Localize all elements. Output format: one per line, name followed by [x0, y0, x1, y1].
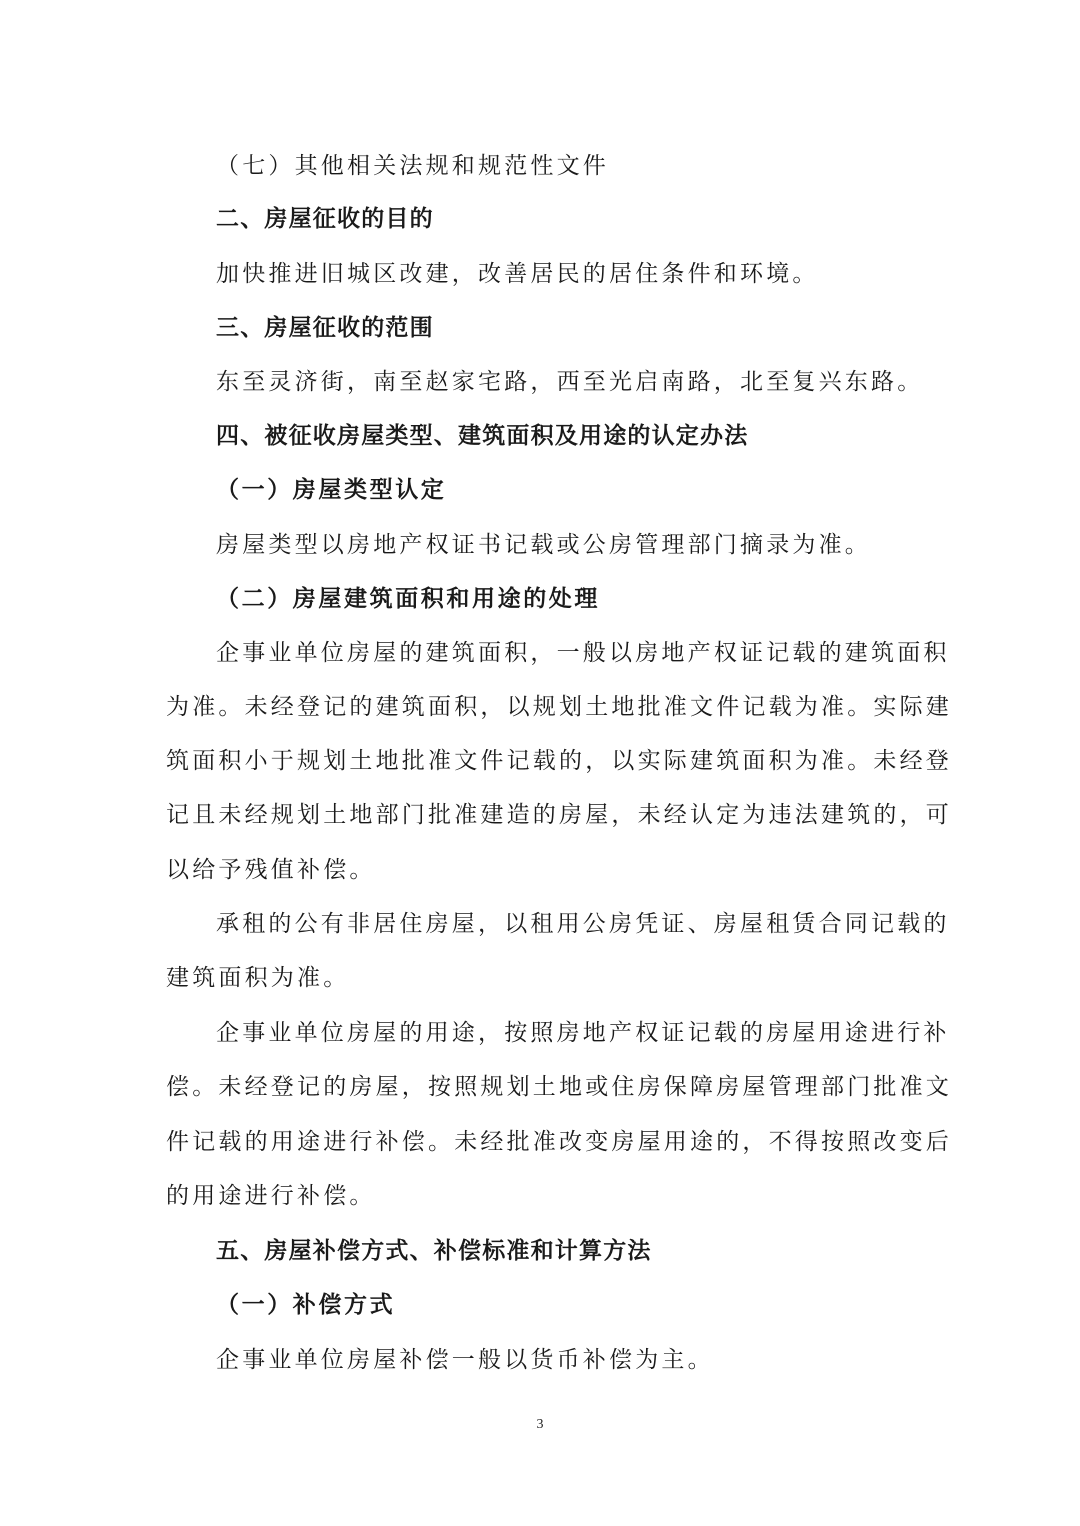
paragraph-area-line-4: 记且未经规划土地部门批准建造的房屋，未经认定为违法建筑的，可 [166, 802, 952, 828]
paragraph-scope: 东至灵济街，南至赵家宅路，西至光启南路，北至复兴东路。 [216, 369, 924, 395]
paragraph-area-line-5: 以给予残值补偿。 [166, 857, 376, 883]
paragraph-compensation: 企事业单位房屋补偿一般以货币补偿为主。 [216, 1347, 714, 1373]
subsection-heading-5-1: （一）补偿方式 [216, 1291, 396, 1318]
paragraph-use-line-1: 企事业单位房屋的用途，按照房地产权证记载的房屋用途进行补 [216, 1020, 950, 1046]
paragraph-lease-line-2: 建筑面积为准。 [166, 965, 350, 991]
paragraph-area-line-2: 为准。未经登记的建筑面积，以规划土地批准文件记载为准。实际建 [166, 694, 952, 720]
list-item-seven: （七）其他相关法规和规范性文件 [216, 153, 609, 179]
subsection-heading-4-1: （一）房屋类型认定 [216, 476, 447, 503]
paragraph-area-line-3: 筑面积小于规划土地批准文件记载的，以实际建筑面积为准。未经登 [166, 748, 952, 774]
section-heading-5: 五、房屋补偿方式、补偿标准和计算方法 [216, 1237, 652, 1264]
section-heading-4: 四、被征收房屋类型、建筑面积及用途的认定办法 [216, 422, 749, 449]
paragraph-use-line-2: 偿。未经登记的房屋，按照规划土地或住房保障房屋管理部门批准文 [166, 1074, 952, 1100]
section-heading-3: 三、房屋征收的范围 [216, 314, 434, 341]
paragraph-purpose: 加快推进旧城区改建，改善居民的居住条件和环境。 [216, 261, 819, 287]
page-number: 3 [536, 1417, 544, 1432]
paragraph-type: 房屋类型以房地产权证书记载或公房管理部门摘录为准。 [216, 532, 871, 558]
paragraph-area-line-1: 企事业单位房屋的建筑面积，一般以房地产权证记载的建筑面积 [216, 640, 950, 666]
paragraph-lease-line-1: 承租的公有非居住房屋，以租用公房凭证、房屋租赁合同记载的 [216, 911, 950, 937]
paragraph-use-line-4: 的用途进行补偿。 [166, 1183, 376, 1209]
paragraph-use-line-3: 件记载的用途进行补偿。未经批准改变房屋用途的，不得按照改变后 [166, 1129, 952, 1155]
subsection-heading-4-2: （二）房屋建筑面积和用途的处理 [216, 585, 600, 612]
section-heading-2: 二、房屋征收的目的 [216, 205, 434, 232]
